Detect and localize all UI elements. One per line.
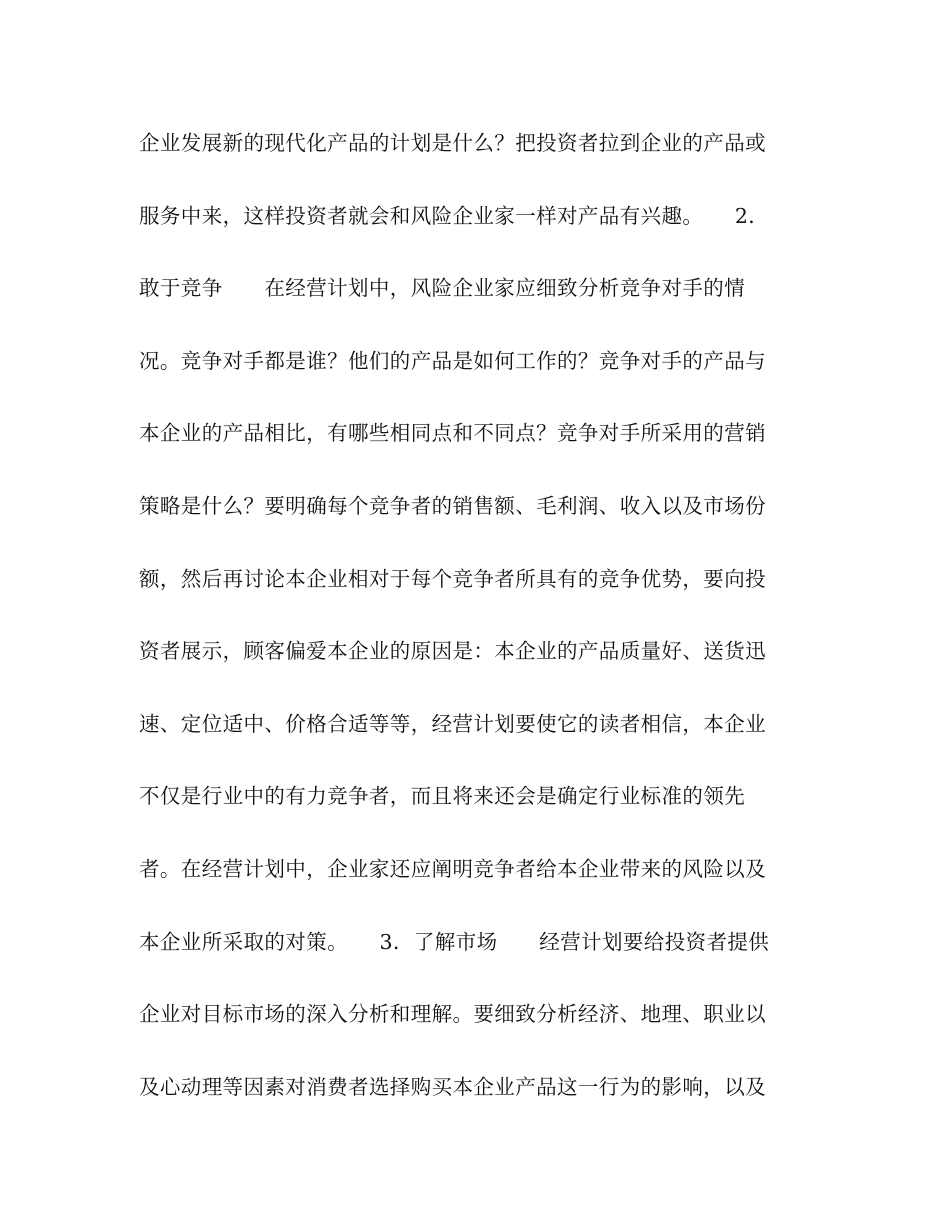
text-line: 者。在经营计划中，企业家还应阐明竞争者给本企业带来的风险以及 — [139, 856, 766, 881]
text-line: 况。竞争对手都是谁？他们的产品是如何工作的？竞争对手的产品与 — [139, 348, 766, 373]
text-line: 本企业的产品相比，有哪些相同点和不同点？竞争对手所采用的营销 — [139, 421, 766, 446]
text-line: 企业发展新的现代化产品的计划是什么？把投资者拉到企业的产品或 — [139, 131, 766, 155]
text-line: 资者展示，顾客偏爱本企业的原因是：本企业的产品质量好、送货迅 — [139, 639, 766, 664]
text-line: 速、定位适中、价格合适等等，经营计划要使它的读者相信，本企业 — [139, 711, 766, 736]
text-line: 额，然后再讨论本企业相对于每个竞争者所具有的竞争优势，要向投 — [139, 566, 766, 591]
text-line: 企业对目标市场的深入分析和理解。要细致分析经济、地理、职业以 — [139, 1002, 766, 1027]
body-text — [139, 124, 819, 1140]
text-line: 服务中来，这样投资者就会和风险企业家一样对产品有兴趣。 2． — [139, 203, 770, 228]
text-line: 策略是什么？要明确每个竞争者的销售额、毛利润、收入以及市场份 — [139, 493, 766, 518]
text-line: 敢于竞争 在经营计划中，风险企业家应细致分析竞争对手的情 — [139, 276, 746, 301]
text-line: 不仅是行业中的有力竞争者，而且将来还会是确定行业标准的领先 — [139, 784, 746, 809]
text-line: 本企业所采取的对策。 3．了解市场 经营计划要给投资者提供 — [139, 929, 770, 954]
text-line: 及心动理等因素对消费者选择购买本企业产品这一行为的影响，以及 — [139, 1074, 766, 1099]
